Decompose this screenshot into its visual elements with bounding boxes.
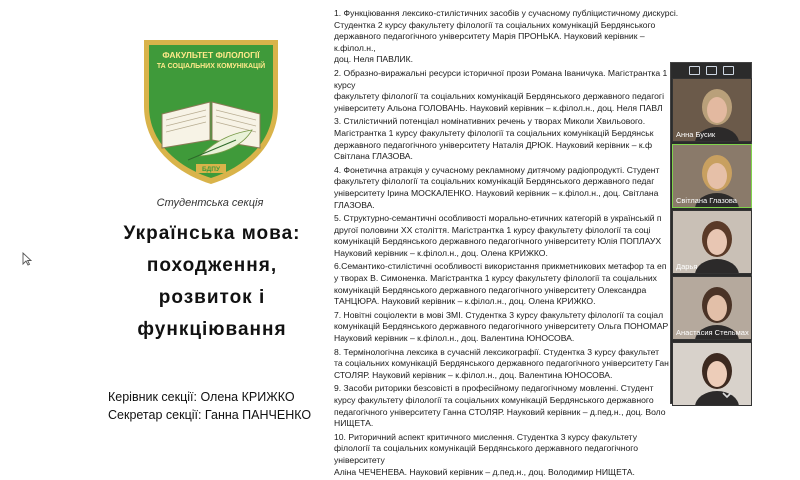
video-tiles [671,78,751,406]
section-secretary: Секретар секції: Ганна ПАНЧЕНКО [108,408,312,422]
participant-name: Анна Бусик [676,130,716,139]
list-item: 1. Функціювання лексико-стилістичних засобів у сучасному публіцистичному дискурсі. Студентка 2 курсу факультету філології та соціальних комунікацій Бердянського державного педагогічного університету Марія ПРОНЬКА. Науковий керівник – к.філол.н., доц. Неля ПАВЛИК. [334,8,679,65]
faculty-logo [140,36,282,186]
list-item: 5. Структурно-семантичні особливості морально-етичних категорій в українській п другої половини ХХ століття. Магістрантка 1 курсу факультету філології та соці комунікацій Бердянського державного педагогічного університету Юлія ПОПЛАУХ Науковий керівник – к.філол.н., доц. Олена КРИЖКО. [334,213,662,258]
mouse-cursor-icon [22,252,32,266]
presentation-list [334,8,679,480]
participant-tile[interactable] [672,78,752,142]
section-heads [108,388,311,424]
topic-line-3: розвиток і [158,287,266,308]
speaker-view-icon[interactable] [723,66,734,75]
logo-line1: ФАКУЛЬТЕТ ФІЛОЛОГІЇ [162,50,260,60]
topic-line-1: Українська мова: [123,223,301,244]
list-item: 3. Стилістичний потенціал номінативних речень у творах Миколи Хвильового. Магістрантка 1 курсу факультету філології та соціальних комунікацій Бердянськ державного педагогічного університету Наталія ДРЮК. Науковий керівник – к.ф Світлана ГЛАЗОВА. [334,116,654,162]
list-item: 6.Семантико-стилістичні особливості використання прикметникових метафор та еп у творах В. Симоненка. Магістрантка 1 курсу факультету філології та соціальних комунікацій Бердянського державного педагогічного університету Олександра ТАНЦЮРА. Науковий керівник – к.філол.н., доц. Олена КРИЖКО. [334,261,667,307]
gallery-view-icon[interactable] [706,66,717,75]
minimize-icon[interactable] [689,66,700,75]
participant-name: Світлана Глазова [676,196,737,205]
logo-line2: ТА СОЦІАЛЬНИХ КОМУНІКАЦІЙ [156,63,266,70]
list-item: 7. Новітні соціолекти в мові ЗМІ. Студентка 3 курсу факультету філології та соціал комунікацій Бердянського державного педагогічного університету Ольга ПОНОМАР Науковий керівник – к.філол.н., доц. Валентина ЮНОСОВА. [334,309,669,344]
panel-toolbar [671,63,751,77]
section-subtitle: Студентська секція [156,197,264,209]
topic-line-4: функціювання [137,319,287,340]
participant-name: Анастасия Стельмах [676,328,749,337]
list-item: 10. Риторичний аспект критичного мислення. Студентка 3 курсу факультету філології та соціальних комунікацій Бердянського державного педагогічного університету Аліна ЧЕЧЕНЕВА. Науковий керівник – д.пед.н., доц. Володимир НИЩЕТА. [334,431,639,477]
participant-tile[interactable] [672,210,752,274]
participant-tile[interactable] [672,144,752,208]
participant-tile[interactable] [672,276,752,340]
topic-line-2: походження, [146,255,278,276]
list-item: 9. Засоби риторики безсовісті в професійному педагогічному мовленні. Студент курсу факультету філології та соціальних комунікацій Бердянського державного педагогічного університету Ганна СТОЛЯР. Науковий керівник – д.пед.н., доц. Воло НИЩЕТА. [334,383,666,429]
chevron-down-icon[interactable] [722,391,732,399]
participant-name: Дарья [676,262,698,271]
section-topic [100,218,324,346]
participant-video [673,343,751,405]
head-of-section: Керівник секції: Олена КРИЖКО [108,390,295,404]
video-participants-panel[interactable] [670,62,752,404]
list-item: 2. Образно-виражальні ресурси історичної прози Романа Іваничука. Магістрантка 1 курсу факультету філології та соціальних комунікацій Бердянського державного педагогі університету Альона ГОЛОВАНЬ. Науковий керівник – к.філол.н., доц. Неля ПАВЛ [334,67,668,113]
list-item: 8. Термінологічна лексика в сучасній лексикографії. Студентка 3 курсу факультет та соціальних комунікацій Бердянського державного педагогічного університету Ган СТОЛЯР. Науковий керівник – к.філол.н., доц. Валентина ЮНОСОВА. [334,346,669,380]
list-item: 4. Фонетична атракція у сучасному рекламному дитячому радіопродукті. Студент факультету філології та соціальних комунікацій Бердянського державного педаг університету Ірина МОСКАЛЕНКО. Науковий керівник – к.філол.н., доц. Світлана ГЛАЗОВА. [334,164,660,210]
logo-ribbon: БДПУ [201,166,221,173]
participant-tile[interactable] [672,342,752,406]
